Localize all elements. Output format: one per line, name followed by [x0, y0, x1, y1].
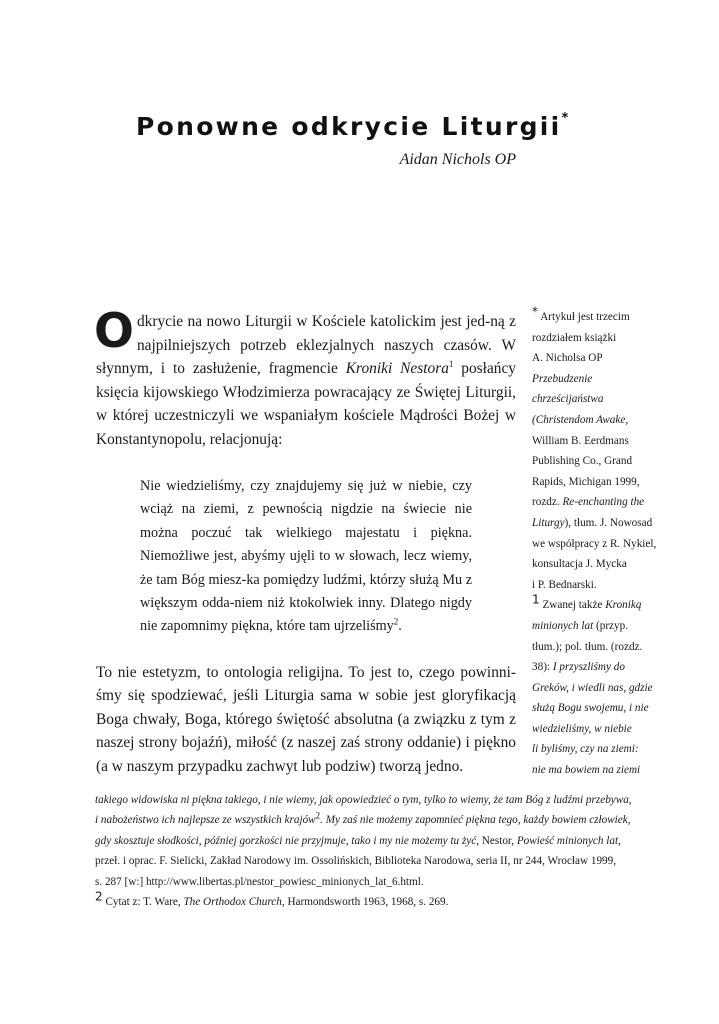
article-body — [94, 304, 517, 778]
sidenote-line: nie ma bowiem na ziemi — [532, 764, 641, 777]
sidenote-italic: minionych lat — [532, 619, 594, 632]
intro-text-part2: posłańcy księcia kijowskiego Włodzimierza powracający ze Świętej Liturgii, w której uczestniczyli we wspaniałym kościele Mądrości Bożej w Konstantynopolu, relacjonują: — [96, 360, 517, 448]
sidenote-line: (Christendom Awake, — [532, 413, 629, 426]
sidenote-line: chrześcijaństwa — [532, 393, 604, 406]
sidenote-italic: Kroniką — [605, 599, 642, 612]
sidenote-text: rozdz. — [532, 496, 563, 509]
paragraph-intro — [94, 304, 517, 451]
footnote-text: , Harmondsworth 1963, 1968, s. 269. — [281, 896, 449, 909]
sidenote-text: Artykuł jest trzecim — [540, 311, 630, 323]
sidenote-line: Publishing Co., Grand — [532, 455, 633, 468]
title-footnote-marker: * — [561, 110, 569, 126]
sidenote-line — [532, 592, 712, 616]
sidenote-line: Rapids, Michigan 1999, — [532, 475, 640, 488]
footnote-line: przeł. i oprac. F. Sielicki, Zakład Narodowy im. Ossolińskich, Biblioteka Narodowa, seria II, nr 244, Wrocław 1999, — [95, 855, 617, 868]
quote-text: Nie wiedzieliśmy, czy znajdujemy się już w niebie, czy wciąż na ziemi, z pewnością nigdzie na świecie nie można poczuć tak wielkiego majestatu i piękna. Niemożliwe jest, abyśmy ujęli to w słowach, lecz wiemy, że tam Bóg miesz-ka pomiędzy ludźmi, którzy służą Mu z większym odda-niem niż ktokolwiek inny. Dlatego nigdy nie zapomnimy piękna, które tam ujrzeliśmy — [140, 478, 472, 635]
sidenote-text: Zwanej także — [539, 599, 606, 612]
sidenote-line: rozdziałem książki — [532, 331, 617, 344]
sidenote-text: ), tłum. J. Nowosad — [564, 516, 653, 529]
sidenote-line — [532, 513, 712, 534]
sidenote-line — [532, 304, 712, 328]
block-quote — [140, 475, 472, 639]
sidenote-line: we współpracy z R. Nykiel, — [532, 537, 657, 550]
footnote-italic: The Orthodox Church — [183, 896, 282, 909]
sidenote-line: A. Nicholsa OP — [532, 352, 603, 365]
footnote-mark-2: 2 — [95, 889, 103, 904]
sidenote-line: konsultacja J. Mycka — [532, 558, 627, 571]
drop-cap: O — [94, 304, 134, 359]
sidenote-line: Przebudzenie — [532, 372, 593, 385]
author-byline: Aidan Nichols OP — [399, 151, 516, 168]
sidenote-line — [532, 616, 712, 637]
footnote-text: , — [618, 834, 621, 847]
footnote-italic: i nabożeństwo ich najlepsze ze wszystkich krajów — [95, 814, 316, 827]
footnote-text: , Nestor, — [476, 834, 517, 847]
footnote-line — [95, 810, 655, 830]
footnote-mark-1: 1 — [532, 592, 540, 607]
quote-end: . — [398, 618, 402, 635]
sidenote-line: William B. Eerdmans — [532, 434, 629, 447]
footnote-italic: gdy skosztuje słodkości, później gorzkości nie przyjmuje, tako i my nie możemy tu żyć — [95, 834, 477, 847]
sidenote-star: * — [532, 304, 538, 319]
footnote-text: Cytat z: T. Ware, — [102, 896, 184, 909]
footnote-ref-1: 1 — [448, 358, 454, 369]
sidenote-italic: Re-enchanting the — [562, 496, 645, 509]
footnote-ref-2: 2 — [393, 616, 399, 627]
sidenote-line: służą Bogu swojemu, i nie — [532, 702, 649, 715]
sidenote-text: (przyp. — [593, 619, 629, 632]
title-text: Ponowne odkrycie Liturgii — [136, 112, 562, 141]
sidenote-line — [532, 657, 712, 678]
sidenote-italic: Liturgy — [532, 516, 565, 529]
paragraph-ontology: To nie estetyzm, to ontologia religijna. To jest to, czego powinni-śmy się spodziewać, jeśli Liturgia sama w sobie jest gloryfikacją Boga chwały, Boga, którego świętość absolutna (a związku z tym z naszej strony bojaźń), miłość (z naszej zaś strony oddanie) i piękno (a w naszym przypadku zachwyt lub podziw) tworzą jedno. — [96, 663, 516, 775]
footnote-italic: . My zaś nie możemy zapomnieć piękna tego, każdy bowiem człowiek, — [320, 814, 631, 827]
intro-text-part1: dkrycie na nowo Liturgii w Kościele katolickim jest jed-ną z najpilniejszych potrzeb eklezjalnych naszych czasów. W słynnym, i to zasłużenie, fragmencie — [96, 313, 516, 377]
footnote-italic: Powieść minionych lat — [516, 834, 619, 847]
bottom-footnotes — [95, 790, 655, 912]
sidenote-line: Greków, i wiedli nas, gdzie — [532, 681, 653, 694]
sidenote-line — [532, 492, 712, 513]
chronicle-title: Kroniki Nestora — [345, 360, 449, 377]
footnote-line: takiego widowiska ni piękna takiego, i nie wiemy, jak opowiedzieć o tym, tylko to wiemy, że tam Bóg z ludźmi przebywa, — [95, 794, 632, 806]
footnote-line: s. 287 [w:] http://www.libertas.pl/nestor_powiesc_minionych_lat_6.html. — [95, 875, 424, 888]
article-title — [136, 112, 568, 141]
sidenote-line: wiedzieliśmy, w niebie — [532, 722, 632, 735]
sidenote-line: tłum.); pol. tłum. (rozdz. — [532, 640, 643, 653]
footnote-sup: 2 — [315, 810, 321, 821]
footnote-line — [95, 889, 655, 912]
sidenote-line: i P. Bednarski. — [532, 578, 597, 591]
footnote-line — [95, 831, 655, 851]
sidenote-line: li byliśmy, czy na ziemi: — [532, 743, 639, 756]
sidenote-italic: I przyszliśmy do — [552, 661, 625, 674]
sidenote-text: 38): — [532, 661, 553, 674]
side-notes — [532, 304, 712, 781]
